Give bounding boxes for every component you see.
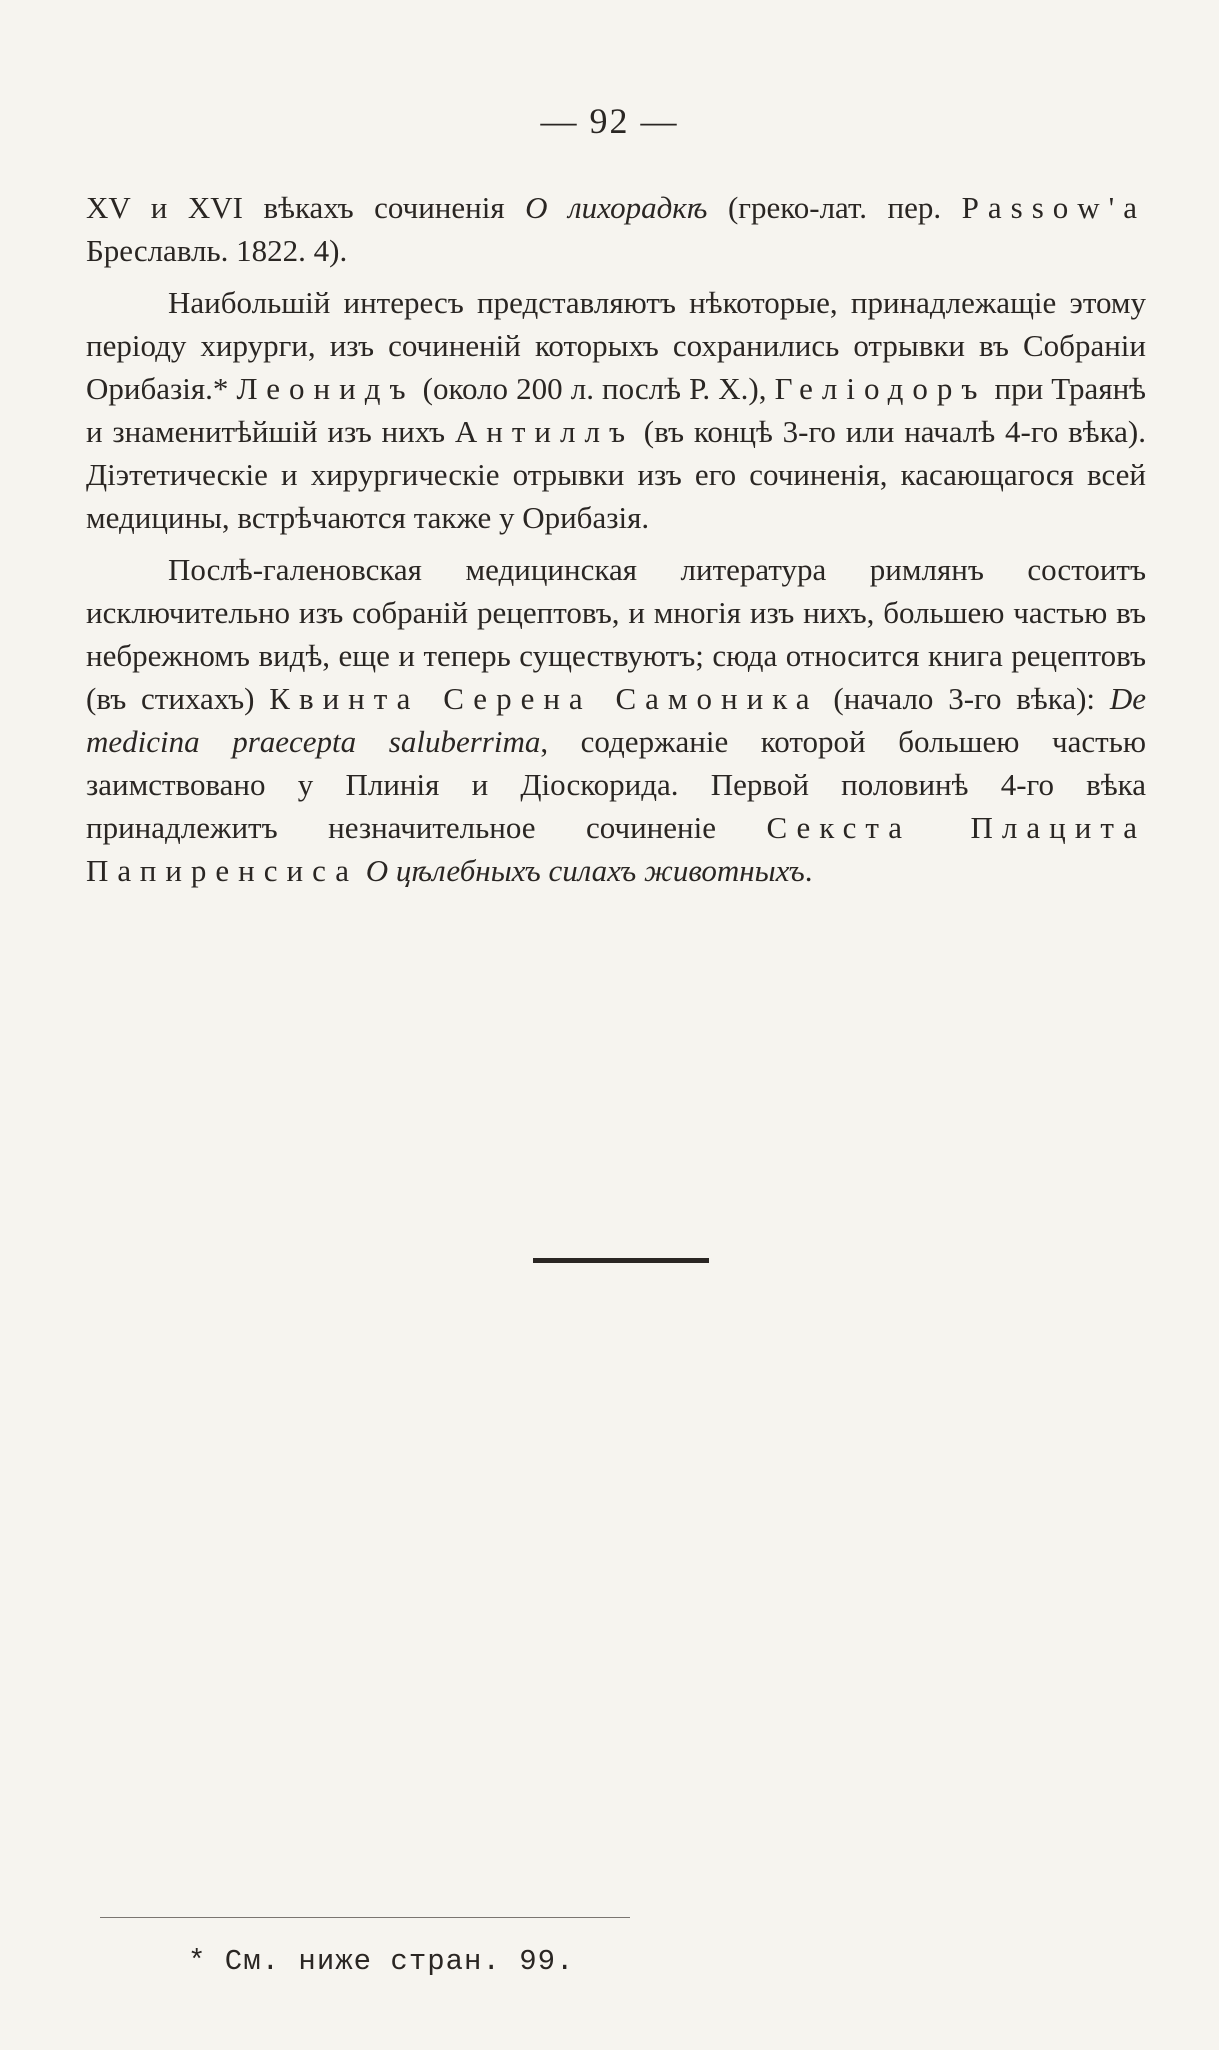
paragraph-2 bbox=[86, 281, 1146, 539]
italic-title: De medicina praecepta saluberrima bbox=[86, 681, 1147, 759]
text-run: (около 200 л. послѣ Р. Х.), bbox=[414, 371, 775, 406]
text-run: . bbox=[804, 853, 813, 888]
paragraph-1 bbox=[86, 186, 1146, 272]
spaced-name: Антиллъ bbox=[454, 414, 634, 449]
text-run: (начало 3-го вѣка): bbox=[818, 681, 1110, 716]
body-text bbox=[86, 186, 1146, 901]
text-run bbox=[358, 853, 366, 888]
text-run: при Траянѣ и знаменитѣйшій изъ нихъ bbox=[86, 371, 1146, 449]
footnote: * См. ниже стран. 99. bbox=[188, 1945, 575, 1978]
text-run: XV и XVI вѣкахъ сочиненія bbox=[86, 190, 526, 225]
spaced-name: Квинта Серена Самоника bbox=[269, 681, 819, 716]
spaced-name: Леонидъ bbox=[236, 371, 415, 406]
spaced-name: Passow'a bbox=[961, 190, 1146, 225]
text-run: (въ концѣ 3-го или началѣ 4-го вѣка). Діэтетическіе и хирургическіе отрывки изъ его сочиненія, касающагося всей медицины, встрѣчаются также у Орибазія. bbox=[86, 414, 1147, 535]
text-run: Наибольшій интересъ представляютъ нѣкоторые, принадлежащіе этому періоду хирурги, изъ сочиненій которыхъ сохранились отрывки въ Собраніи Орибазія.* bbox=[86, 285, 1146, 406]
text-run: , содержаніе которой большею частью заимствовано у Плинія и Діоскорида. Первой половинѣ 4-го вѣка принадлежитъ незначительное сочиненіе bbox=[86, 724, 1146, 845]
text-run: Послѣ-галеновская медицинская литература римлянъ состоитъ исключительно изъ собраній рецептовъ, и многія изъ нихъ, большею частью въ небрежномъ видѣ, еще и теперь существуютъ; сюда относится книга рецептовъ (въ стихахъ) bbox=[86, 552, 1146, 716]
section-divider bbox=[533, 1258, 709, 1263]
italic-title: О лихорадкѣ bbox=[525, 190, 708, 225]
italic-title: О цѣлебныхъ силахъ животныхъ bbox=[365, 853, 805, 888]
text-run: Бреславль. 1822. 4). bbox=[86, 233, 348, 268]
spaced-name: Геліодоръ bbox=[774, 371, 987, 406]
footnote-rule bbox=[100, 1917, 630, 1918]
spaced-name: Секста Плацита Папиренсиса bbox=[86, 810, 1146, 888]
page-number: — 92 — bbox=[540, 101, 679, 141]
text-run: (греко-лат. пер. bbox=[707, 190, 962, 225]
paragraph-3 bbox=[86, 548, 1146, 892]
